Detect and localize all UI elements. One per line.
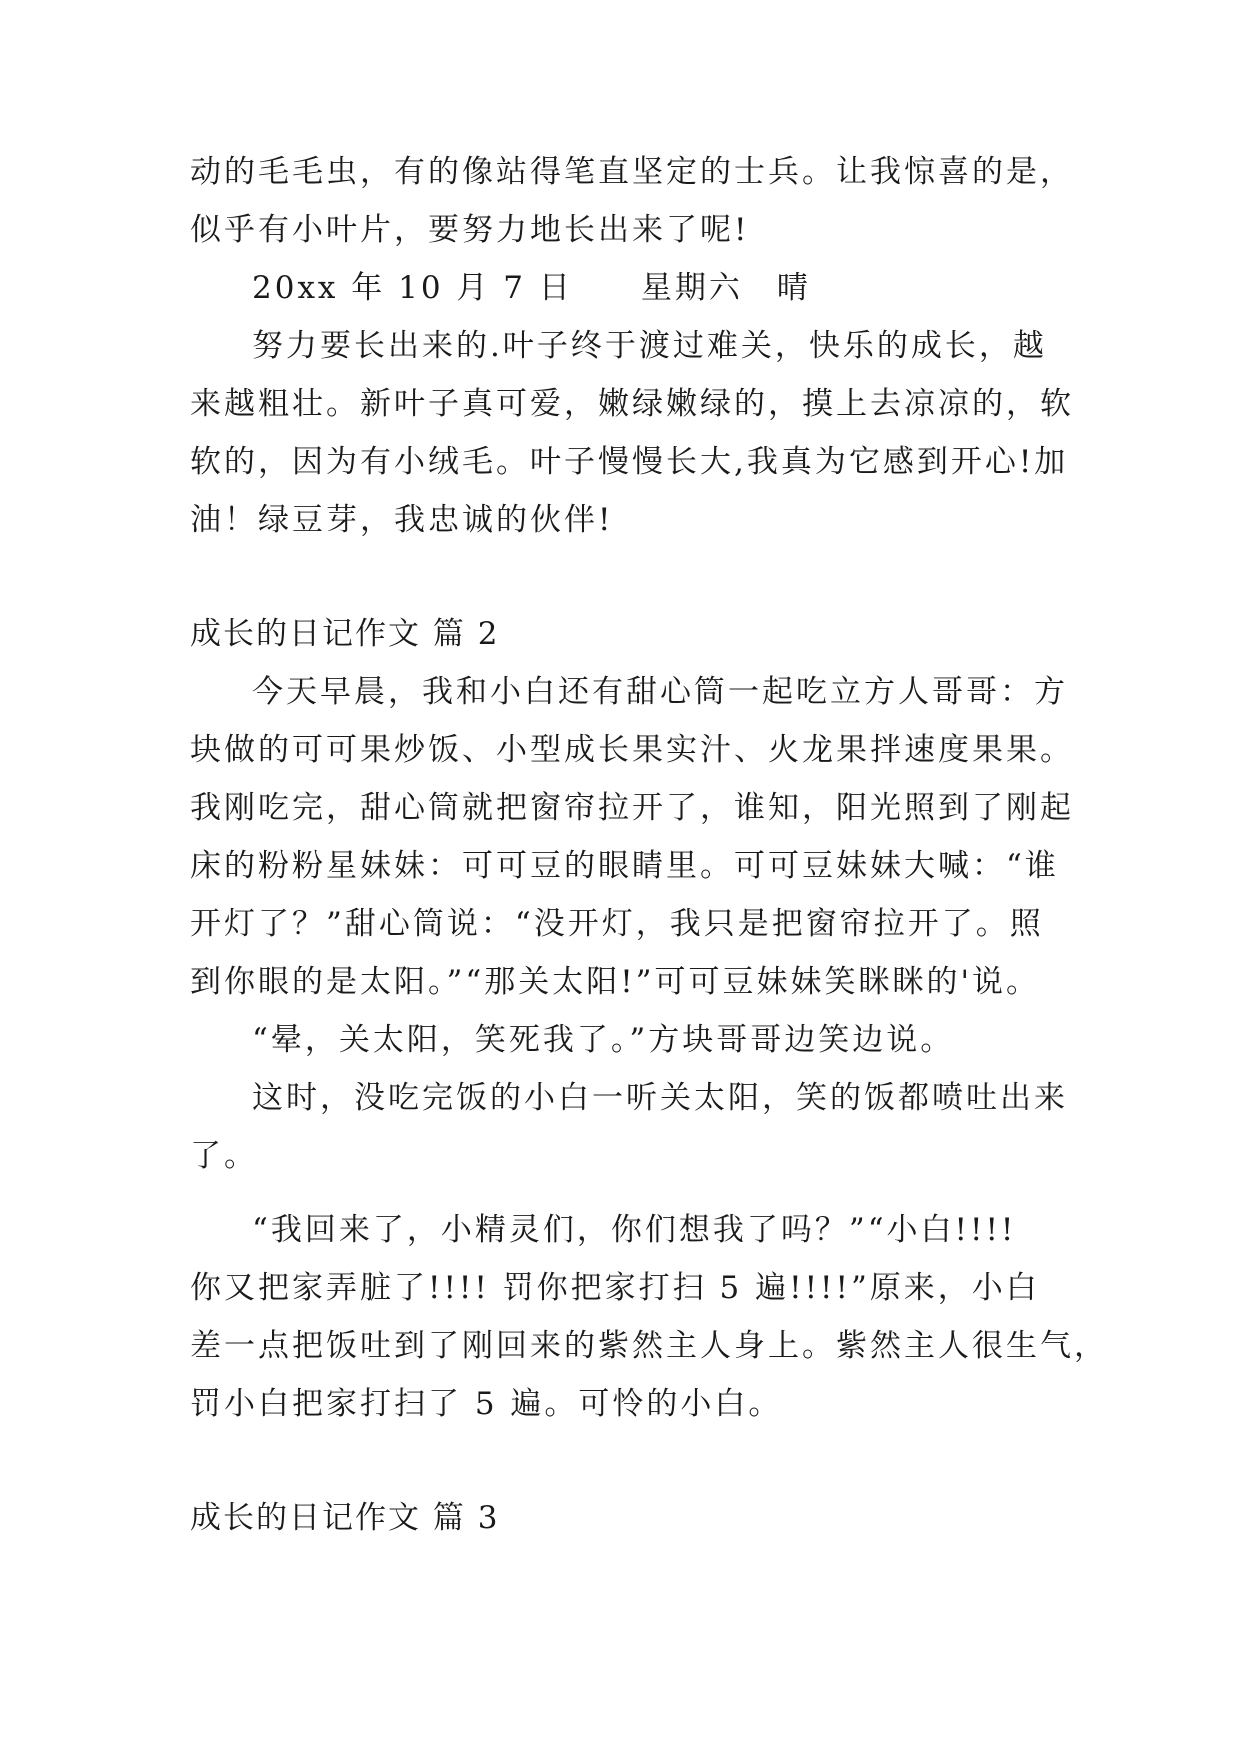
section-heading: 成长的日记作文 篇 3 — [190, 1500, 500, 1536]
text-line: 今天早晨，我和小白还有甜心筒一起吃立方人哥哥：方 — [252, 674, 1068, 710]
text-line: 到你眼的是太阳。”“那关太阳!”可可豆妹妹笑眯眯的'说。 — [190, 964, 1041, 1000]
text-line: 差一点把饭吐到了刚回来的紫然主人身上。紫然主人很生气， — [190, 1328, 1108, 1364]
text-line: 开灯了？”甜心筒说：“没开灯，我只是把窗帘拉开了。照 — [190, 906, 1044, 942]
text-line: 罚小白把家打扫了 5 遍。可怜的小白。 — [190, 1386, 783, 1422]
text-line: 努力要长出来的.叶子终于渡过难关，快乐的成长，越 — [252, 328, 1047, 364]
section-heading: 成长的日记作文 篇 2 — [190, 616, 500, 652]
text-line: 块做的可可果炒饭、小型成长果实汁、火龙果拌速度果果。 — [190, 732, 1074, 768]
text-line: 你又把家弄脏了!!!! 罚你把家打扫 5 遍!!!!”原来，小白 — [190, 1270, 1040, 1306]
text-line: 来越粗壮。新叶子真可爱，嫩绿嫩绿的，摸上去凉凉的，软 — [190, 386, 1074, 422]
text-line: 了。 — [190, 1138, 258, 1174]
text-line: 油！绿豆芽，我忠诚的伙伴! — [190, 502, 614, 538]
text-line: “晕，关太阳，笑死我了。”方块哥哥边笑边说。 — [252, 1022, 955, 1058]
text-line: “我回来了，小精灵们，你们想我了吗？”“小白!!!! — [252, 1212, 1017, 1248]
text-line: 我刚吃完，甜心筒就把窗帘拉开了，谁知，阳光照到了刚起 — [190, 790, 1074, 826]
diary-date-line: 20xx 年 10 月 7 日 星期六 晴 — [252, 270, 811, 306]
text-line: 动的毛毛虫，有的像站得笔直坚定的士兵。让我惊喜的是， — [190, 154, 1074, 190]
text-line: 这时，没吃完饭的小白一听关太阳，笑的饭都喷吐出来 — [252, 1080, 1068, 1116]
text-line: 似乎有小叶片，要努力地长出来了呢! — [190, 212, 750, 248]
text-line: 床的粉粉星妹妹：可可豆的眼睛里。可可豆妹妹大喊：“谁 — [190, 848, 1059, 884]
text-line: 软的，因为有小绒毛。叶子慢慢长大,我真为它感到开心!加 — [190, 444, 1069, 480]
